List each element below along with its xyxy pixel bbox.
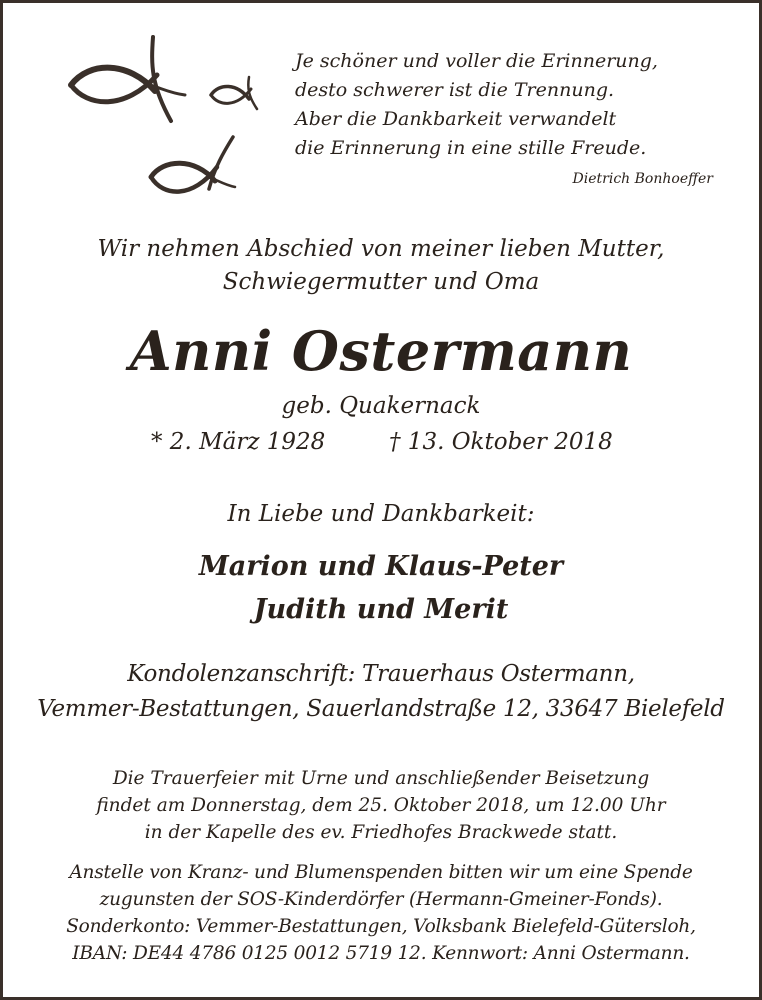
family-line: Judith und Merit <box>253 594 509 625</box>
intro-text <box>3 233 759 299</box>
intro-line: Wir nehmen Abschied von meiner lieben Mutter, <box>97 236 665 262</box>
quote-author: Dietrich Bonhoeffer <box>572 171 713 187</box>
donation-line: Anstelle von Kranz- und Blumenspenden bitten wir um eine Spende <box>69 862 693 883</box>
ceremony-line: Die Trauerfeier mit Urne und anschließender Beisetzung <box>112 768 650 789</box>
thanks-line: In Liebe und Dankbarkeit: <box>227 501 535 527</box>
family-line: Marion und Klaus-Peter <box>198 551 564 582</box>
birth-name: geb. Quakernack <box>281 393 481 419</box>
quote-line: desto schwerer ist die Trennung. <box>295 79 615 101</box>
condolence-address <box>3 657 759 727</box>
quote-line: Je schöner und voller die Erinnerung, <box>295 50 658 72</box>
address-line: Vemmer-Bestattungen, Sauerlandstraße 12, 33647 Bielefeld <box>37 696 725 722</box>
donation-line: IBAN: DE44 4786 0125 0012 5719 12. Kennwort: Anni Ostermann. <box>72 943 690 964</box>
ceremony-line: findet am Donnerstag, dem 25. Oktober 2018, um 12.00 Uhr <box>96 795 666 816</box>
donation-line: zugunsten der SOS-Kinderdörfer (Hermann-Gmeiner-Fonds). <box>99 889 663 910</box>
quote-line: Aber die Dankbarkeit verwandelt <box>295 108 617 130</box>
fish-icon <box>207 73 263 115</box>
address-line: Kondolenzanschrift: Trauerhaus Ostermann, <box>127 661 635 687</box>
family-names <box>3 545 759 631</box>
ceremony-line: in der Kapelle des ev. Friedhofes Brackwede statt. <box>144 822 618 843</box>
quote <box>295 47 705 163</box>
donation-info <box>3 859 759 967</box>
birth-date: * 2. März 1928 <box>151 429 326 455</box>
intro-line: Schwiegermutter und Oma <box>222 269 540 295</box>
fish-icon <box>143 133 243 209</box>
deceased-name: Anni Ostermann <box>129 319 633 383</box>
death-date: † 13. Oktober 2018 <box>389 429 613 455</box>
fish-icon <box>59 35 199 135</box>
donation-line: Sonderkonto: Vemmer-Bestattungen, Volksbank Bielefeld-Gütersloh, <box>66 916 696 937</box>
ceremony-info <box>3 765 759 846</box>
quote-line: die Erinnerung in eine stille Freude. <box>295 137 647 159</box>
